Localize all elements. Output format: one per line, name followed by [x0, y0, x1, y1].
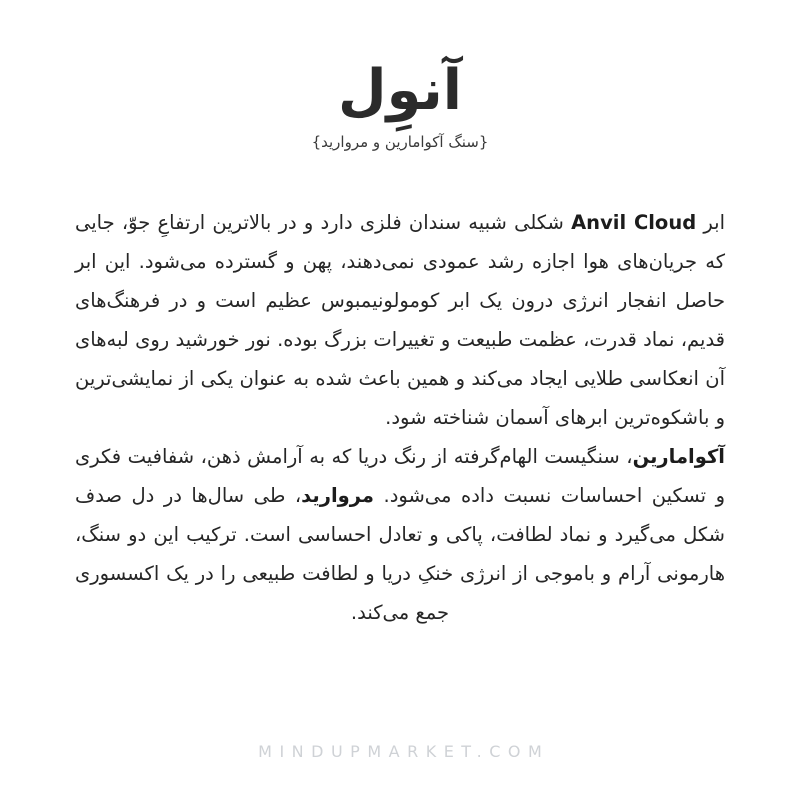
brand-watermark: MINDUPMARKET.COM [258, 742, 550, 761]
paragraph-gemstones [75, 437, 725, 632]
text-run-1: ، سنگیست الهام‌گرفته از رنگ دریا که به آرامش ذهن، شفافیت فکری و تسکین احساسات نسبت داده می‌شود. [75, 445, 725, 507]
text-run-0: ابر [696, 211, 725, 234]
keyword-0: آکوامارین [632, 445, 725, 468]
body-copy [75, 203, 725, 632]
keyword-2: مروارید [301, 484, 374, 507]
paragraph-anvil-cloud [75, 203, 725, 437]
text-run-3: ، طی سال‌ها در دل صدف شکل می‌گیرد و نماد لطافت، پاکی و تعادل احساسی است. ترکیب این دو سنگ، هارمونی آرام و باموجی از انرژی خنکِ دریا و لطافت طبیعی را در یک اکسسوری جمع می‌کند. [75, 484, 725, 624]
page-title: آنوِل [338, 58, 462, 123]
title-block [0, 0, 800, 151]
page-subtitle: {سنگ آکوامارین و مروارید} [311, 132, 489, 151]
footer [0, 742, 800, 761]
text-run-2: شکلی شبیه سندان فلزی دارد و در بالاترین ارتفاعِ جوّ، جایی که جریان‌های هوا اجازه رشد عمودی نمی‌دهند، پهن و گسترده می‌شود. این ابر حاصل انفجار انرژی درون یک ابر کومولونیمبوس عظیم است و در فرهنگ‌های قدیم، نماد قدرت، عظمت طبیعت و تغییرات بزرگ بوده. نور خورشید روی لبه‌های آن انعکاسی طلایی ایجاد می‌کند و همین باعث شده به عنوان یکی از نمایشی‌ترین و باشکوه‌ترین ابرهای آسمان شناخته شود. [75, 211, 725, 429]
latin-keyword-1: Anvil Cloud [571, 211, 697, 234]
